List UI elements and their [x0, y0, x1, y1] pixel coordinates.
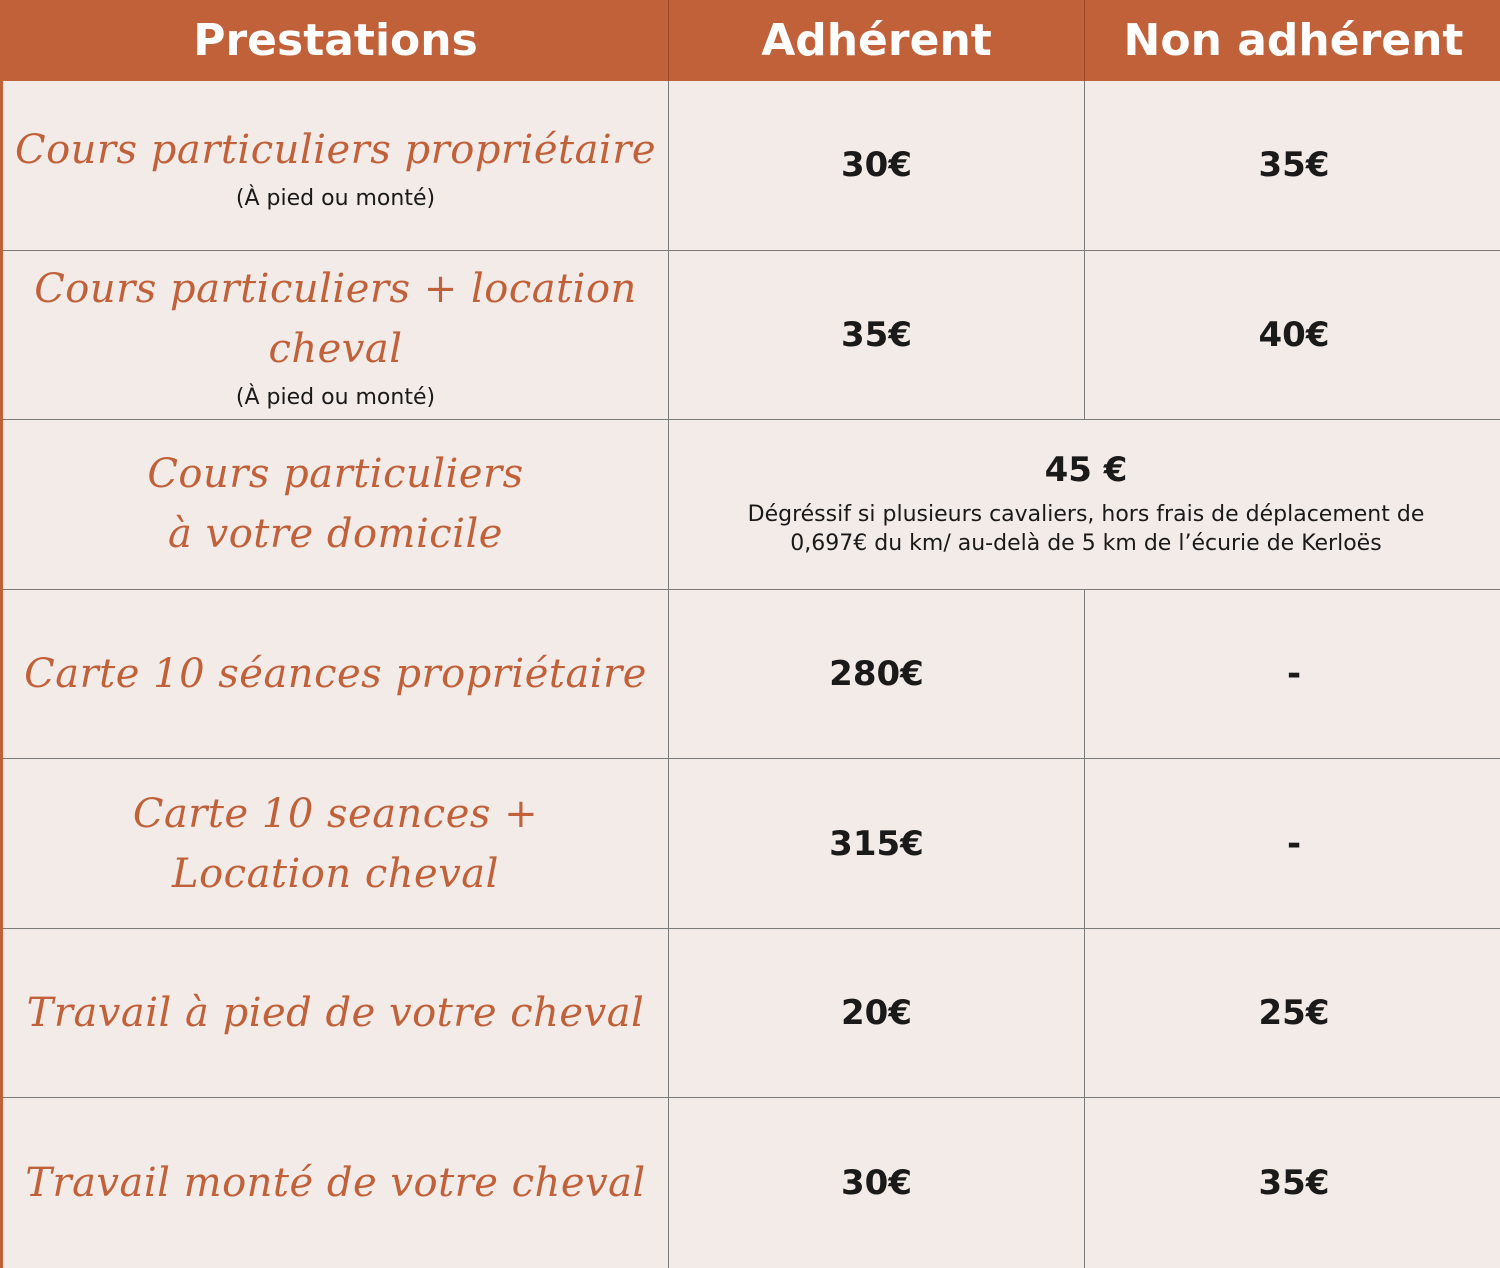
non-adherent-price-cell	[1085, 759, 1500, 929]
service-cell	[3, 81, 669, 251]
service-line: à votre domicile	[168, 511, 503, 558]
service-cell	[3, 420, 669, 590]
service-name	[15, 120, 656, 180]
non-adherent-price: 35€	[1258, 145, 1330, 186]
adherent-price-cell	[669, 81, 1085, 251]
service-subtitle: (À pied ou monté)	[235, 385, 436, 411]
non-adherent-price: 35€	[1258, 1163, 1330, 1204]
non-adherent-price-cell	[1085, 929, 1500, 1099]
adherent-price-cell	[669, 1098, 1085, 1268]
adherent-price: 20€	[841, 993, 912, 1034]
adherent-price: 30€	[841, 145, 912, 186]
adherent-price-cell	[669, 251, 1085, 421]
adherent-price-cell	[669, 759, 1085, 929]
adherent-price: 280€	[829, 653, 924, 694]
non-adherent-price-cell	[1085, 590, 1500, 760]
adherent-price-cell	[669, 590, 1085, 760]
header-non-adherent: Non adhérent	[1085, 0, 1500, 81]
service-line: Carte 10 seances +	[132, 790, 539, 837]
service-line: Cours particuliers propriétaire	[14, 126, 657, 173]
service-line: Location cheval	[172, 850, 499, 897]
service-line: Cours particuliers + location cheval	[34, 266, 637, 373]
service-line: Cours particuliers	[147, 451, 524, 498]
non-adherent-price-cell	[1085, 1098, 1500, 1268]
merged-price-note: Dégréssif si plusieurs cavaliers, hors frais de déplacement de 0,697€ du km/ au-delà de 5 km de l’écurie de Kerloës	[747, 502, 1425, 557]
header-adherent: Adhérent	[669, 0, 1085, 81]
service-name	[27, 983, 645, 1043]
service-name	[25, 1153, 645, 1213]
service-line: Travail monté de votre cheval	[25, 1160, 646, 1207]
header-prestations: Prestations	[3, 0, 669, 81]
service-line: Travail à pied de votre cheval	[26, 990, 645, 1037]
service-name	[3, 259, 668, 379]
non-adherent-price: -	[1286, 823, 1302, 864]
service-name	[24, 644, 647, 704]
merged-price-cell	[669, 420, 1500, 590]
non-adherent-price: 25€	[1258, 993, 1330, 1034]
adherent-price-cell	[669, 929, 1085, 1099]
adherent-price: 30€	[841, 1163, 912, 1204]
adherent-price: 35€	[841, 314, 912, 355]
non-adherent-price: 40€	[1258, 314, 1330, 355]
non-adherent-price-cell	[1085, 251, 1500, 421]
service-name	[133, 784, 538, 904]
service-name	[147, 444, 523, 564]
service-cell	[3, 1098, 669, 1268]
adherent-price: 315€	[829, 823, 924, 864]
service-subtitle: (À pied ou monté)	[235, 185, 436, 211]
service-cell	[3, 251, 669, 421]
non-adherent-price-cell	[1085, 81, 1500, 251]
non-adherent-price: -	[1286, 653, 1302, 694]
service-cell	[3, 590, 669, 760]
service-line: Carte 10 séances propriétaire	[24, 650, 647, 697]
service-cell	[3, 759, 669, 929]
service-cell	[3, 929, 669, 1099]
merged-price: 45 €	[1044, 450, 1128, 491]
